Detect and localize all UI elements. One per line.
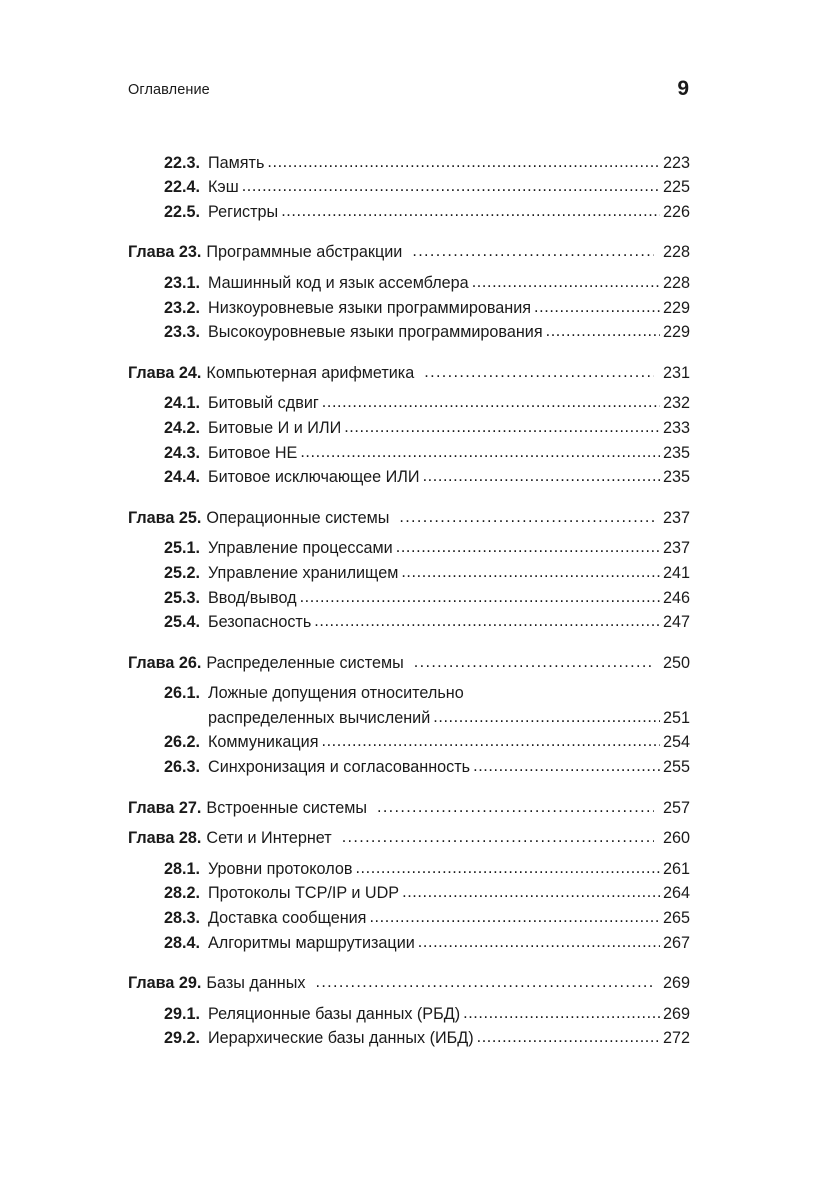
entry-page: 269 [662,1004,690,1023]
toc-chapter-29[interactable] [128,969,690,994]
entry-page: 267 [662,933,690,952]
entry-number: 28.4. [163,933,200,952]
entry-page: 255 [662,758,690,777]
toc-entry-24-3[interactable] [128,438,690,463]
dot-leader [396,537,660,557]
entry-title: Ввод/вывод [208,588,297,607]
entry-number: 29.1. [163,1004,200,1023]
entry-number: 26.1. [163,684,200,703]
entry-number: 22.4. [163,178,200,197]
entry-page: 237 [662,539,690,558]
chapter-number: Глава 25. [128,508,202,527]
toc-entry-25-1[interactable] [128,534,690,559]
entry-page: 225 [662,178,690,197]
dot-leader [342,827,654,847]
entry-title: Ложные допущения относительно [208,684,464,703]
entry-number: 24.1. [163,394,200,413]
chapter-title: Базы данных [206,974,306,993]
entry-title: Уровни протоколов [208,859,353,878]
toc-entry-28-3[interactable] [128,903,690,928]
entry-title: Машинный код и язык ассемблера [208,273,469,292]
dot-leader [369,907,660,927]
dot-leader [418,932,660,952]
chapter-page: 231 [662,363,690,382]
chapter-page: 269 [662,974,690,993]
chapter-page: 260 [662,829,690,848]
entry-number: 24.2. [163,418,200,437]
entry-number: 24.4. [163,468,200,487]
toc-entry-29-1[interactable] [128,999,690,1024]
dot-leader [534,297,660,317]
toc-entry-28-2[interactable] [128,879,690,904]
toc-entry-23-3[interactable] [128,318,690,343]
dot-leader [300,442,660,462]
dot-leader [402,882,660,902]
entry-title: Реляционные базы данных (РБД) [208,1004,461,1023]
entry-page: 229 [662,323,690,342]
chapter-number: Глава 27. [128,798,202,817]
entry-title: Битовое исключающее ИЛИ [208,468,420,487]
dot-leader [322,392,660,412]
dot-leader [546,321,660,341]
entry-number: 25.3. [163,588,200,607]
page-number: 9 [677,77,689,100]
entry-number: 22.3. [163,153,200,172]
toc-entry-23-1[interactable] [128,268,690,293]
dot-leader [300,587,660,607]
toc-entry-25-3[interactable] [128,583,690,608]
toc-chapter-23[interactable] [128,238,690,263]
toc-chapter-26[interactable] [128,648,690,673]
chapter-title: Программные абстракции [206,243,403,262]
entry-number: 24.3. [163,443,200,462]
dot-leader [355,858,660,878]
dot-leader [473,756,660,776]
entry-title: Регистры [208,202,279,221]
entry-title: Низкоуровневые языки программирования [208,298,532,317]
entry-page: 226 [662,202,690,221]
entry-page: 235 [662,443,690,462]
toc-entry-24-1[interactable] [128,389,690,414]
entry-title: Битовое НЕ [208,443,298,462]
entry-page: 254 [662,733,690,752]
chapter-page: 257 [662,798,690,817]
toc-entry-23-2[interactable] [128,293,690,318]
dot-leader [344,417,660,437]
toc-entry-25-4[interactable] [128,608,690,633]
toc-entry-26-1[interactable] [128,679,690,728]
entry-page: 261 [662,859,690,878]
entry-number: 25.4. [163,613,200,632]
entry-page: 232 [662,394,690,413]
dot-leader [401,562,660,582]
toc-chapter-24[interactable] [128,358,690,383]
entry-number: 22.5. [163,202,200,221]
dot-leader [242,176,660,196]
entry-page: 228 [662,273,690,292]
entry-title: Управление хранилищем [208,563,399,582]
entry-page: 272 [662,1029,690,1048]
toc-entry-22-5[interactable] [128,197,690,222]
entry-page: 264 [662,884,690,903]
entry-number: 28.2. [163,884,200,903]
chapter-title: Распределенные системы [206,653,404,672]
running-title: Оглавление [128,82,210,98]
entry-title: Синхронизация и согласованность [208,758,471,777]
dot-leader [321,731,660,751]
dot-leader [433,707,660,727]
entry-page: 246 [662,588,690,607]
entry-number: 28.1. [163,859,200,878]
chapter-page: 228 [662,243,690,262]
dot-leader [377,797,654,817]
entry-title: Безопасность [208,613,312,632]
dot-leader [399,507,654,527]
entry-number: 23.1. [163,273,200,292]
entry-page: 233 [662,418,690,437]
running-head [128,78,690,102]
chapter-title: Встроенные системы [206,798,367,817]
entry-title: Иерархические базы данных (ИБД) [208,1029,474,1048]
dot-leader [412,241,654,261]
chapter-number: Глава 23. [128,243,202,262]
chapter-number: Глава 29. [128,974,202,993]
toc-entry-24-4[interactable] [128,463,690,488]
chapter-number: Глава 24. [128,363,202,382]
entry-page: 251 [662,708,690,727]
entry-page: 241 [662,563,690,582]
entry-page: 265 [662,909,690,928]
dot-leader [314,611,660,631]
entry-number: 29.2. [163,1029,200,1048]
entry-page: 229 [662,298,690,317]
toc-entry-25-2[interactable] [128,558,690,583]
entry-title: Кэш [208,178,239,197]
entry-title: Протоколы TCP/IP и UDP [208,884,400,903]
dot-leader [463,1003,660,1023]
entry-title: Управление процессами [208,539,393,558]
toc-chapter-27[interactable] [128,793,690,818]
toc-entry-26-3[interactable] [128,752,690,777]
entry-number: 28.3. [163,909,200,928]
entry-title: Коммуникация [208,733,319,752]
toc-entry-26-2[interactable] [128,728,690,753]
entry-title: Алгоритмы маршрутизации [208,933,415,952]
dot-leader [414,652,654,672]
chapter-title: Компьютерная арифметика [206,363,415,382]
chapter-title: Сети и Интернет [206,829,332,848]
entry-title-continued: распределенных вычислений [208,708,431,727]
entry-title: Битовые И и ИЛИ [208,418,342,437]
dot-leader [424,362,654,382]
entry-number: 25.2. [163,563,200,582]
toc-entry-22-4[interactable] [128,173,690,198]
chapter-number: Глава 28. [128,829,202,848]
dot-leader [423,466,660,486]
entry-number: 23.3. [163,323,200,342]
dot-leader [315,972,654,992]
toc-entry-24-2[interactable] [128,413,690,438]
toc-entry-28-4[interactable] [128,928,690,953]
chapter-title: Операционные системы [206,508,390,527]
dot-leader [267,152,660,172]
entry-number: 26.2. [163,733,200,752]
entry-title: Битовый сдвиг [208,394,319,413]
entry-number: 25.1. [163,539,200,558]
entry-number: 26.3. [163,758,200,777]
toc-entry-28-1[interactable] [128,854,690,879]
entry-page: 247 [662,613,690,632]
toc-chapter-28[interactable] [128,824,690,849]
toc-entry-29-2[interactable] [128,1024,690,1049]
chapter-number: Глава 26. [128,653,202,672]
entry-page: 223 [662,153,690,172]
chapter-page: 250 [662,653,690,672]
entry-title: Высокоуровневые языки программирования [208,323,543,342]
table-of-contents [128,148,690,1048]
entry-number: 23.2. [163,298,200,317]
entry-title: Память [208,153,265,172]
entry-page: 235 [662,468,690,487]
chapter-page: 237 [662,508,690,527]
dot-leader [477,1027,660,1047]
dot-leader [281,201,660,221]
dot-leader [472,272,660,292]
toc-chapter-25[interactable] [128,503,690,528]
entry-title: Доставка сообщения [208,909,367,928]
toc-entry-22-3[interactable] [128,148,690,173]
